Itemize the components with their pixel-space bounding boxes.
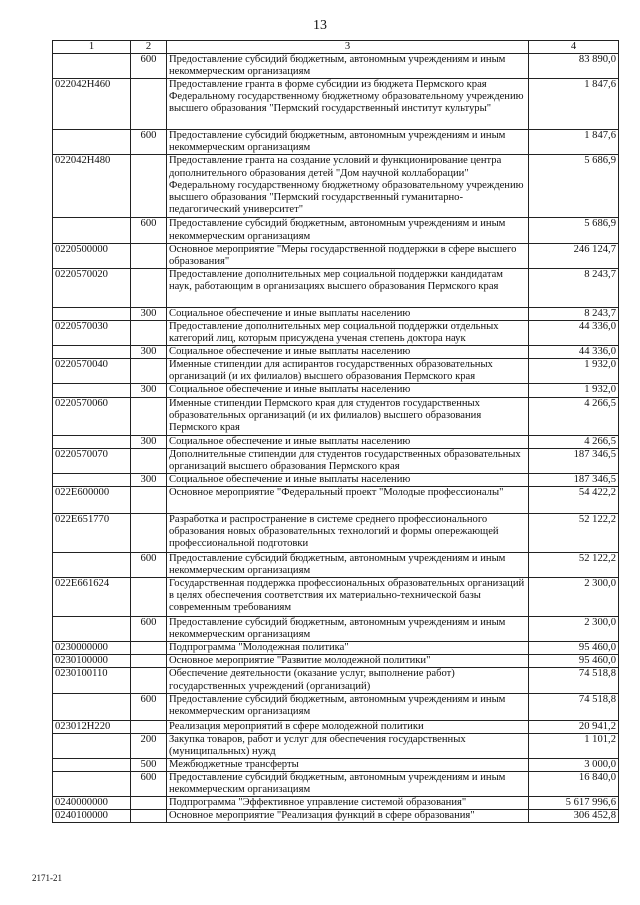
row-code bbox=[53, 772, 131, 797]
row-code bbox=[53, 473, 131, 486]
row-kvr: 600 bbox=[131, 772, 167, 797]
table-row bbox=[53, 772, 619, 797]
budget-table bbox=[52, 40, 619, 823]
row-amount: 83 890,0 bbox=[529, 54, 619, 79]
table-row bbox=[53, 486, 619, 513]
row-kvr: 300 bbox=[131, 384, 167, 397]
row-name: Социальное обеспечение и иные выплаты населению bbox=[167, 384, 529, 397]
row-amount: 74 518,8 bbox=[529, 693, 619, 720]
row-name: Предоставление субсидий бюджетным, автономным учреждениям и иным некоммерческим организациям bbox=[167, 130, 529, 155]
page-number: 13 bbox=[313, 18, 327, 33]
row-amount: 52 122,2 bbox=[529, 513, 619, 552]
row-code: 0220500000 bbox=[53, 243, 131, 268]
row-code bbox=[53, 693, 131, 720]
row-kvr bbox=[131, 79, 167, 130]
row-amount: 95 460,0 bbox=[529, 655, 619, 668]
row-kvr: 600 bbox=[131, 218, 167, 243]
row-code: 0240000000 bbox=[53, 797, 131, 810]
row-amount: 2 300,0 bbox=[529, 578, 619, 617]
header-col-1: 1 bbox=[53, 41, 131, 54]
row-amount: 44 336,0 bbox=[529, 320, 619, 345]
table-row bbox=[53, 435, 619, 448]
row-amount: 306 452,8 bbox=[529, 810, 619, 823]
row-kvr bbox=[131, 268, 167, 307]
table-row bbox=[53, 130, 619, 155]
row-code bbox=[53, 552, 131, 577]
header-col-3: 3 bbox=[167, 41, 529, 54]
row-kvr: 600 bbox=[131, 693, 167, 720]
row-kvr bbox=[131, 155, 167, 218]
row-code: 023012Н220 bbox=[53, 720, 131, 733]
table-row bbox=[53, 346, 619, 359]
row-amount: 20 941,2 bbox=[529, 720, 619, 733]
row-code bbox=[53, 758, 131, 771]
table-row bbox=[53, 307, 619, 320]
document-footer-code: 2171-21 bbox=[32, 873, 62, 883]
row-code: 0220570030 bbox=[53, 320, 131, 345]
row-amount: 16 840,0 bbox=[529, 772, 619, 797]
row-name: Основное мероприятие "Реализация функций в сфере образования" bbox=[167, 810, 529, 823]
row-amount: 246 124,7 bbox=[529, 243, 619, 268]
row-name: Разработка и распространение в системе среднего профессионального образования новых образовательных технологий и формы опережающей профессиональной подготовки bbox=[167, 513, 529, 552]
row-kvr: 600 bbox=[131, 552, 167, 577]
table-row bbox=[53, 54, 619, 79]
table-row bbox=[53, 268, 619, 307]
row-name: Социальное обеспечение и иные выплаты населению bbox=[167, 473, 529, 486]
row-name: Закупка товаров, работ и услуг для обеспечения государственных (муниципальных) нужд bbox=[167, 733, 529, 758]
row-name: Государственная поддержка профессиональных образовательных организаций в целях обеспечения соответствия их материально-технической базы современным требованиям bbox=[167, 578, 529, 617]
row-name: Дополнительные стипендии для студентов государственных образовательных организаций высшего образования Пермского края bbox=[167, 448, 529, 473]
row-kvr: 300 bbox=[131, 307, 167, 320]
table-row bbox=[53, 243, 619, 268]
row-code: 0230100000 bbox=[53, 655, 131, 668]
row-amount: 3 000,0 bbox=[529, 758, 619, 771]
row-kvr bbox=[131, 810, 167, 823]
row-name: Предоставление субсидий бюджетным, автономным учреждениям и иным некоммерческим организациям bbox=[167, 693, 529, 720]
row-kvr bbox=[131, 578, 167, 617]
row-kvr: 200 bbox=[131, 733, 167, 758]
table-row bbox=[53, 655, 619, 668]
row-amount: 52 122,2 bbox=[529, 552, 619, 577]
row-code: 022042Н480 bbox=[53, 155, 131, 218]
table-row bbox=[53, 320, 619, 345]
row-name: Реализация мероприятий в сфере молодежной политики bbox=[167, 720, 529, 733]
row-amount: 1 847,6 bbox=[529, 130, 619, 155]
row-code: 0230100110 bbox=[53, 668, 131, 693]
table-row bbox=[53, 448, 619, 473]
row-code bbox=[53, 384, 131, 397]
row-code bbox=[53, 218, 131, 243]
row-name: Межбюджетные трансферты bbox=[167, 758, 529, 771]
row-amount: 5 617 996,6 bbox=[529, 797, 619, 810]
table-row bbox=[53, 397, 619, 435]
row-name: Основное мероприятие "Федеральный проект "Молодые профессионалы" bbox=[167, 486, 529, 513]
row-amount: 1 847,6 bbox=[529, 79, 619, 130]
row-name: Предоставление субсидий бюджетным, автономным учреждениям и иным некоммерческим организациям bbox=[167, 218, 529, 243]
row-code: 022Е651770 bbox=[53, 513, 131, 552]
row-code bbox=[53, 346, 131, 359]
row-kvr bbox=[131, 397, 167, 435]
row-amount: 187 346,5 bbox=[529, 448, 619, 473]
row-amount: 4 266,5 bbox=[529, 435, 619, 448]
row-name: Социальное обеспечение и иные выплаты населению bbox=[167, 307, 529, 320]
table-row bbox=[53, 797, 619, 810]
row-kvr bbox=[131, 448, 167, 473]
header-col-2: 2 bbox=[131, 41, 167, 54]
row-kvr: 600 bbox=[131, 130, 167, 155]
row-code bbox=[53, 733, 131, 758]
row-code: 0220570060 bbox=[53, 397, 131, 435]
row-amount: 8 243,7 bbox=[529, 307, 619, 320]
row-kvr: 300 bbox=[131, 346, 167, 359]
row-code: 022042Н460 bbox=[53, 79, 131, 130]
row-kvr bbox=[131, 320, 167, 345]
row-amount: 74 518,8 bbox=[529, 668, 619, 693]
table-row bbox=[53, 668, 619, 693]
row-code: 0220570040 bbox=[53, 359, 131, 384]
table-row bbox=[53, 79, 619, 130]
row-name: Предоставление субсидий бюджетным, автономным учреждениям и иным некоммерческим организациям bbox=[167, 552, 529, 577]
row-code bbox=[53, 307, 131, 320]
table-row bbox=[53, 733, 619, 758]
row-kvr bbox=[131, 486, 167, 513]
row-kvr bbox=[131, 720, 167, 733]
row-name: Социальное обеспечение и иные выплаты населению bbox=[167, 435, 529, 448]
row-amount: 1 101,2 bbox=[529, 733, 619, 758]
row-code: 0220570070 bbox=[53, 448, 131, 473]
row-name: Предоставление субсидий бюджетным, автономным учреждениям и иным некоммерческим организациям bbox=[167, 617, 529, 642]
row-kvr: 600 bbox=[131, 54, 167, 79]
table-row bbox=[53, 359, 619, 384]
row-code bbox=[53, 130, 131, 155]
row-code: 0220570020 bbox=[53, 268, 131, 307]
row-name: Предоставление дополнительных мер социальной поддержки отдельных категорий лиц, которым присуждена ученая степень доктора наук bbox=[167, 320, 529, 345]
row-code: 022Е661624 bbox=[53, 578, 131, 617]
table-row bbox=[53, 552, 619, 577]
table-row bbox=[53, 810, 619, 823]
row-amount: 4 266,5 bbox=[529, 397, 619, 435]
row-name: Предоставление гранта на создание условий и функционирование центра дополнительного образования детей "Дом научной коллаборации" Федеральному государственному бюджетному образовательному учреждению высшего образования "Пермский государственный гуманитарно-педагогический университет" bbox=[167, 155, 529, 218]
row-name: Подпрограмма "Молодежная политика" bbox=[167, 642, 529, 655]
table-row bbox=[53, 218, 619, 243]
row-name: Именные стипендии для аспирантов государственных образовательных организаций (и их филиалов) высшего образования Пермского края bbox=[167, 359, 529, 384]
header-row bbox=[53, 41, 619, 54]
row-kvr bbox=[131, 655, 167, 668]
row-amount: 187 346,5 bbox=[529, 473, 619, 486]
row-kvr bbox=[131, 513, 167, 552]
row-code bbox=[53, 54, 131, 79]
row-name: Основное мероприятие "Меры государственной поддержки в сфере высшего образования" bbox=[167, 243, 529, 268]
row-kvr bbox=[131, 797, 167, 810]
row-name: Предоставление дополнительных мер социальной поддержки кандидатам наук, работающим в организациях высшего образования Пермского края bbox=[167, 268, 529, 307]
row-code bbox=[53, 435, 131, 448]
row-name: Обеспечение деятельности (оказание услуг, выполнение работ) государственных учреждений (организаций) bbox=[167, 668, 529, 693]
row-code: 0230000000 bbox=[53, 642, 131, 655]
row-name: Основное мероприятие "Развитие молодежной политики" bbox=[167, 655, 529, 668]
row-code bbox=[53, 617, 131, 642]
row-amount: 5 686,9 bbox=[529, 218, 619, 243]
row-name: Социальное обеспечение и иные выплаты населению bbox=[167, 346, 529, 359]
table-row bbox=[53, 155, 619, 218]
row-name: Подпрограмма "Эффективное управление системой образования" bbox=[167, 797, 529, 810]
row-amount: 54 422,2 bbox=[529, 486, 619, 513]
row-amount: 5 686,9 bbox=[529, 155, 619, 218]
table-row bbox=[53, 693, 619, 720]
table-row bbox=[53, 642, 619, 655]
table-row bbox=[53, 513, 619, 552]
row-name: Именные стипендии Пермского края для студентов государственных образовательных организаций (и их филиалов) высшего образования Пермского края bbox=[167, 397, 529, 435]
row-name: Предоставление субсидий бюджетным, автономным учреждениям и иным некоммерческим организациям bbox=[167, 54, 529, 79]
row-kvr: 500 bbox=[131, 758, 167, 771]
row-amount: 95 460,0 bbox=[529, 642, 619, 655]
row-amount: 8 243,7 bbox=[529, 268, 619, 307]
table-row bbox=[53, 617, 619, 642]
row-code: 022Е600000 bbox=[53, 486, 131, 513]
header-col-4: 4 bbox=[529, 41, 619, 54]
row-kvr: 300 bbox=[131, 473, 167, 486]
row-code: 0240100000 bbox=[53, 810, 131, 823]
row-kvr bbox=[131, 359, 167, 384]
row-kvr bbox=[131, 642, 167, 655]
table-row bbox=[53, 473, 619, 486]
table-row bbox=[53, 578, 619, 617]
row-name: Предоставление субсидий бюджетным, автономным учреждениям и иным некоммерческим организациям bbox=[167, 772, 529, 797]
row-kvr bbox=[131, 668, 167, 693]
row-kvr bbox=[131, 243, 167, 268]
row-amount: 1 932,0 bbox=[529, 384, 619, 397]
row-kvr: 300 bbox=[131, 435, 167, 448]
row-amount: 44 336,0 bbox=[529, 346, 619, 359]
row-kvr: 600 bbox=[131, 617, 167, 642]
table-row bbox=[53, 384, 619, 397]
row-amount: 1 932,0 bbox=[529, 359, 619, 384]
table-row bbox=[53, 720, 619, 733]
table-row bbox=[53, 758, 619, 771]
row-name: Предоставление гранта в форме субсидии из бюджета Пермского края Федеральному государственному бюджетному образовательному учреждению высшего образования "Пермский государственный институт культуры" bbox=[167, 79, 529, 130]
row-amount: 2 300,0 bbox=[529, 617, 619, 642]
